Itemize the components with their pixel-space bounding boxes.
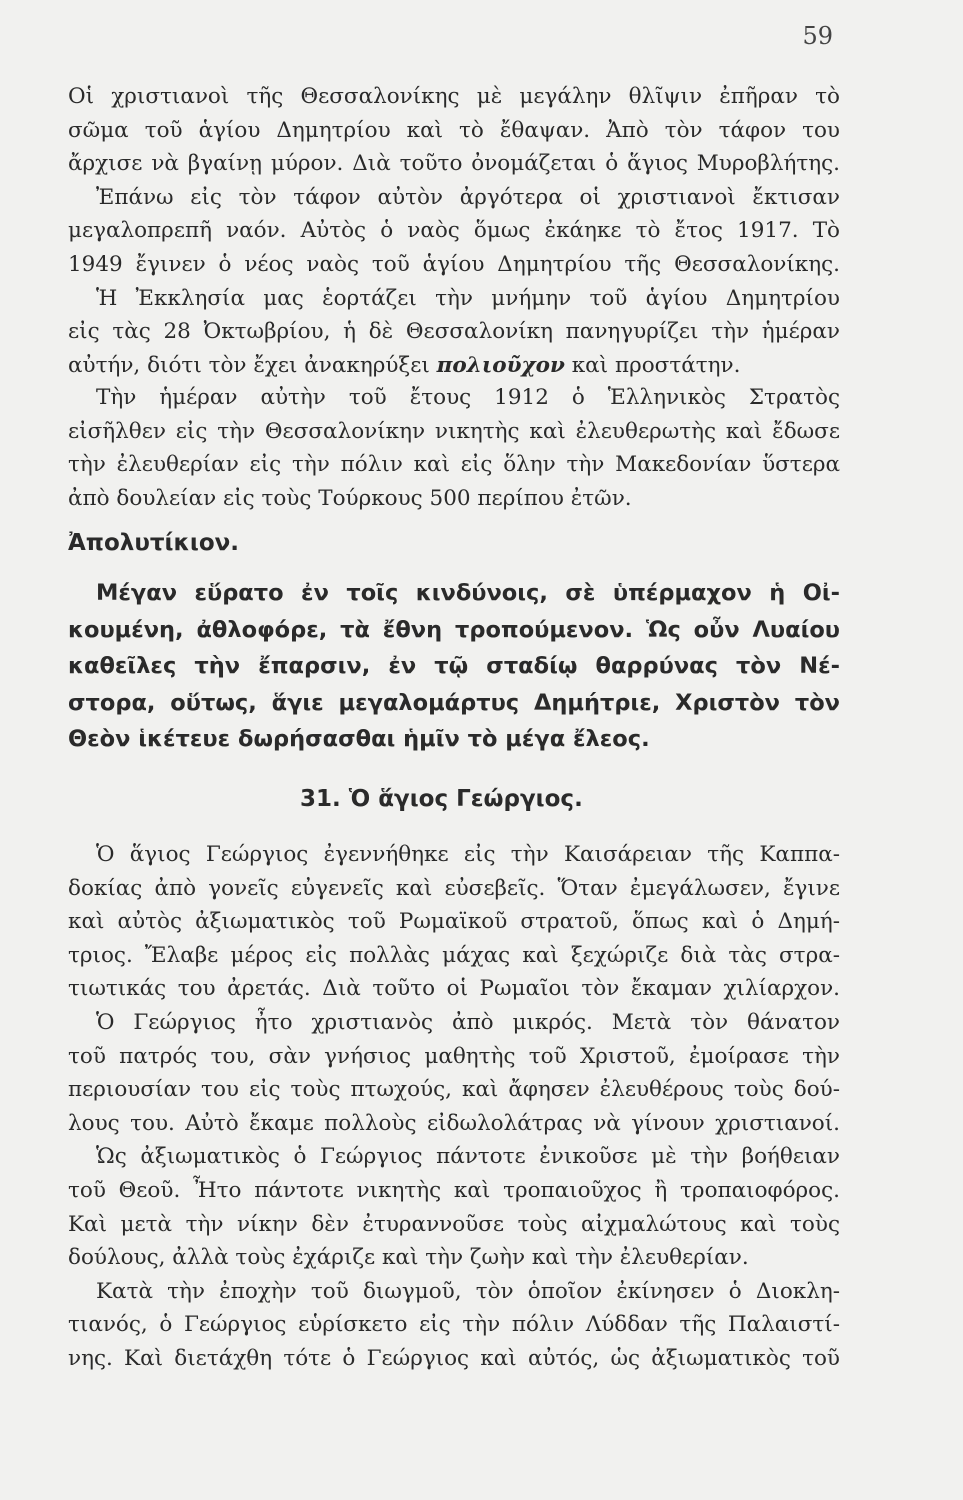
text-line: 1949 ἔγινεν ὁ νέος ναὸς τοῦ ἁγίου Δημητρίου τῆς Θεσσαλονίκης.: [68, 251, 840, 277]
section-title: 31. Ὁ ἅγιος Γεώργιος.: [300, 786, 583, 812]
paragraph-saint-george: [68, 838, 840, 1376]
text-line: λους του. Αὐτὸ ἔκαμε πολλοὺς εἰδωλολάτρας νὰ γίνουν χριστιανοί.: [68, 1110, 840, 1136]
text-line: τὴν ἐλευθερίαν εἰς τὴν πόλιν καὶ εἰς ὅλην τὴν Μακεδονίαν ὕστερα: [68, 452, 840, 478]
text-fragment: καὶ προστάτην.: [564, 352, 741, 378]
text-line: Κατὰ τὴν ἐποχὴν τοῦ διωγμοῦ, τὸν ὁποῖον ἐκίνησεν ὁ Διοκλη-: [96, 1278, 840, 1304]
text-line: τοῦ Θεοῦ. Ἦτο πάντοτε νικητὴς καὶ τροπαιοῦχος ἢ τροπαιοφόρος.: [68, 1177, 840, 1203]
text-line: ἄρχισε νὰ βγαίνῃ μύρον. Διὰ τοῦτο ὀνομάζεται ὁ ἅγιος Μυροβλήτης.: [68, 151, 840, 177]
text-line: δούλους, ἀλλὰ τοὺς ἐχάριζε καὶ τὴν ζωὴν καὶ τὴν ἐλευθερίαν.: [68, 1245, 749, 1271]
text-line: Καὶ μετὰ τὴν νίκην δὲν ἐτυραννοῦσε τοὺς αἰχμαλώτους καὶ τοὺς: [68, 1211, 840, 1237]
text-fragment: αὐτήν, διότι τὸν ἔχει ἀνακηρύξει: [68, 352, 437, 378]
text-line: νης. Καὶ διετάχθη τότε ὁ Γεώργιος καὶ αὐτός, ὡς ἀξιωματικὸς τοῦ: [68, 1345, 840, 1371]
text-line: Ὡς ἀξιωματικὸς ὁ Γεώργιος πάντοτε ἐνικοῦσε μὲ τὴν βοήθειαν: [96, 1144, 840, 1170]
apolytikion-heading: Ἀπολυτίκιον.: [68, 530, 240, 556]
text-line: Ἡ Ἐκκλησία μας ἑορτάζει τὴν μνήμην τοῦ ἁγίου Δημητρίου: [96, 285, 840, 311]
text-line: ἀπὸ δουλείαν εἰς τοὺς Τούρκους 500 περίπου ἐτῶν.: [68, 485, 632, 511]
text-line: Οἱ χριστιανοὶ τῆς Θεσσαλονίκης μὲ μεγάλην θλῖψιν ἐπῆραν τὸ: [68, 84, 840, 109]
text-line: [68, 349, 840, 383]
text-line: Ὁ Γεώργιος ἦτο χριστιανὸς ἀπὸ μικρός. Μετὰ τὸν θάνατον: [96, 1009, 840, 1035]
text-line: εἰσῆλθεν εἰς τὴν Θεσσαλονίκην νικητὴς καὶ ἐλευθερωτὴς καὶ ἔδωσε: [68, 418, 840, 444]
text-line: τιανός, ὁ Γεώργιος εὑρίσκετο εἰς τὴν πόλιν Λύδδαν τῆς Παλαιστί-: [68, 1312, 840, 1338]
text-line: σῶμα τοῦ ἁγίου Δημητρίου καὶ τὸ ἔθαψαν. Ἀπὸ τὸν τάφον του: [68, 117, 840, 143]
page-number: 59: [802, 22, 833, 50]
emphasis-text: πολιοῦχον: [436, 352, 565, 378]
paragraph-liberation: [68, 381, 840, 515]
text-line: Ὁ ἅγιος Γεώργιος ἐγεννήθηκε εἰς τὴν Καισάρειαν τῆς Καππα-: [96, 842, 840, 867]
text-line: Τὴν ἡμέραν αὐτὴν τοῦ ἔτους 1912 ὁ Ἑλληνικὸς Στρατὸς: [96, 385, 840, 410]
text-line: τιωτικάς του ἀρετάς. Διὰ τοῦτο οἱ Ρωμαῖοι τὸν ἔκαμαν χιλίαρχον.: [68, 976, 840, 1002]
text-line: καὶ αὐτὸς ἀξιωματικὸς τοῦ Ρωμαϊκοῦ στρατοῦ, ὅπως καὶ ὁ Δημή-: [68, 909, 840, 935]
hymn-line: κουμένη, ἀθλοφόρε, τὰ ἔθνη τροπούμενον. Ὡς οὖν Λυαίου: [68, 616, 840, 643]
apolytikion-hymn: [68, 575, 840, 758]
text-line: δοκίας ἀπὸ γονεῖς εὐγενεῖς καὶ εὐσεβεῖς. Ὅταν ἐμεγάλωσεν, ἔγινε: [68, 875, 840, 901]
paragraph-saint-demetrios: [68, 80, 840, 382]
hymn-line: στορα, οὕτως, ἅγιε μεγαλομάρτυς Δημήτριε, Χριστὸν τὸν: [68, 689, 840, 716]
hymn-line: Μέγαν εὕρατο ἐν τοῖς κινδύνοις, σὲ ὑπέρμαχον ἡ Οἰ-: [96, 580, 840, 606]
hymn-line: Θεὸν ἱκέτευε δωρήσασθαι ἡμῖν τὸ μέγα ἔλεος.: [68, 726, 650, 752]
text-line: μεγαλοπρεπῆ ναόν. Αὐτὸς ὁ ναὸς ὅμως ἐκάηκε τὸ ἔτος 1917. Τὸ: [68, 218, 840, 244]
text-line: εἰς τὰς 28 Ὀκτωβρίου, ἡ δὲ Θεσσαλονίκη πανηγυρίζει τὴν ἡμέραν: [68, 319, 840, 345]
hymn-line: καθεῖλες τὴν ἔπαρσιν, ἐν τῷ σταδίῳ θαρρύνας τὸν Νέ-: [68, 653, 840, 679]
text-line: περιουσίαν του εἰς τοὺς πτωχούς, καὶ ἄφησεν ἐλευθέρους τοὺς δού-: [68, 1077, 840, 1103]
text-line: τριος. Ἔλαβε μέρος εἰς πολλὰς μάχας καὶ ξεχώριζε διὰ τὰς στρα-: [68, 942, 840, 968]
text-line: τοῦ πατρός του, σὰν γνήσιος μαθητὴς τοῦ Χριστοῦ, ἐμοίρασε τὴν: [68, 1043, 840, 1069]
text-line: Ἐπάνω εἰς τὸν τάφον αὐτὸν ἀργότερα οἱ χριστιανοὶ ἔκτισαν: [96, 184, 840, 210]
